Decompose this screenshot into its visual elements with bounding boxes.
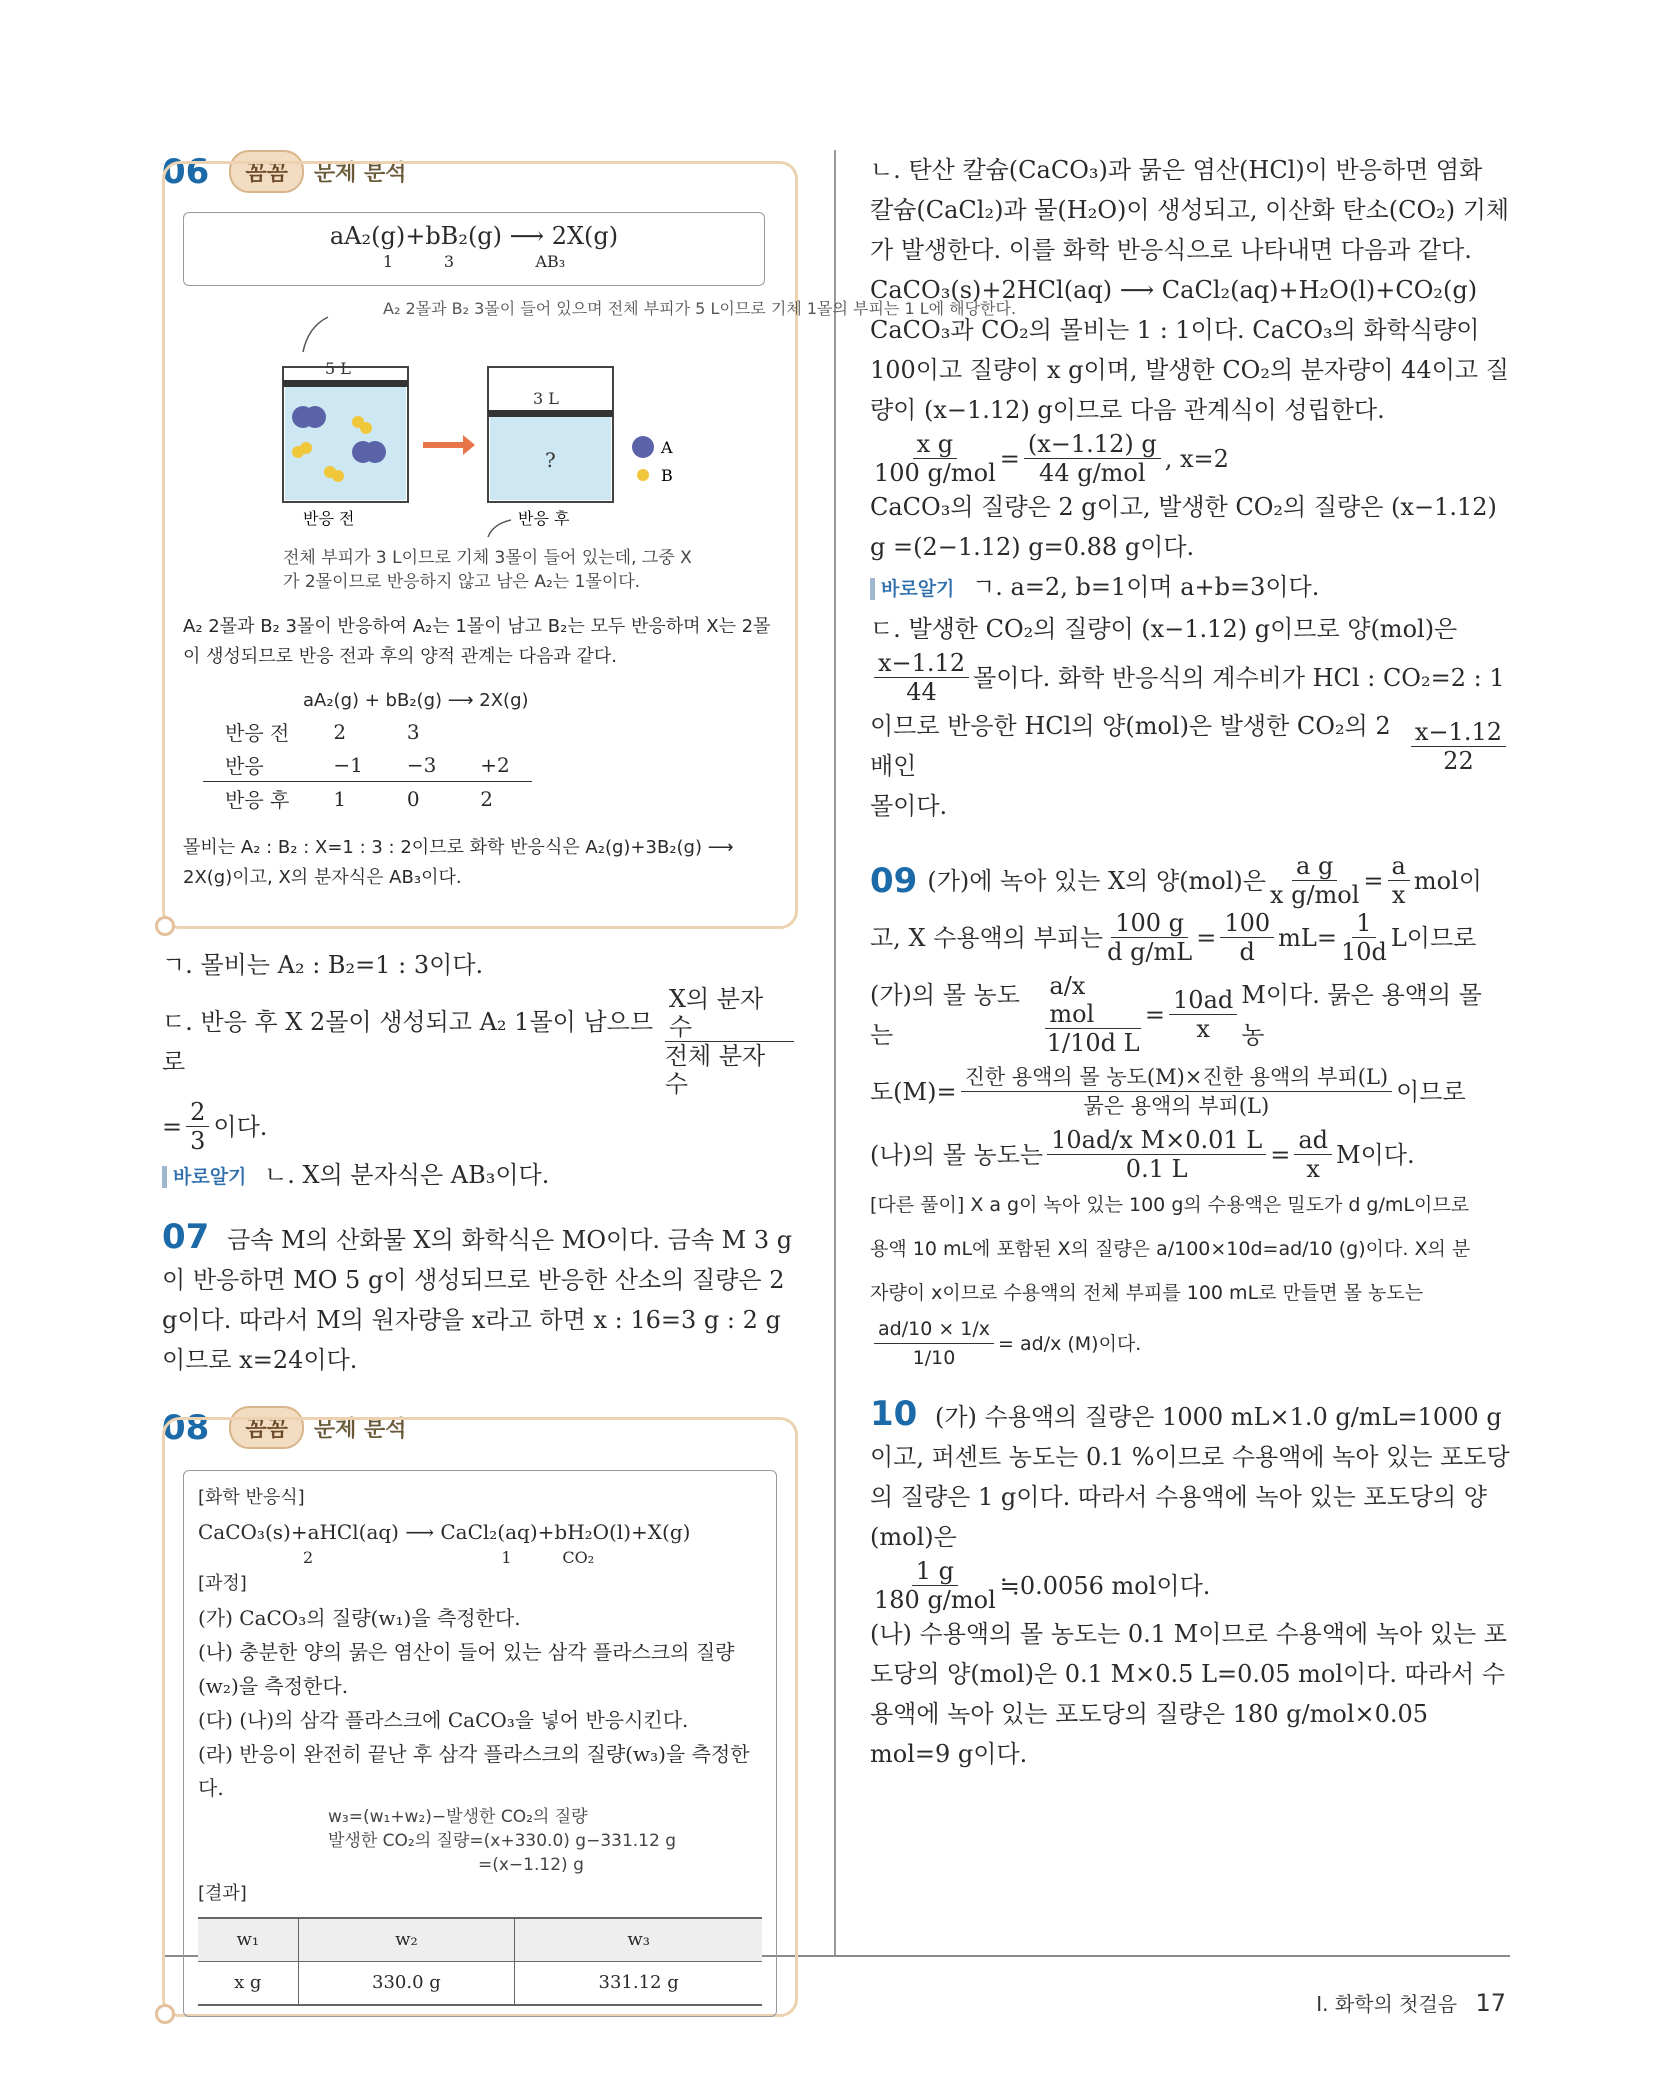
- q08-correction-2c: [870, 706, 1510, 786]
- label-after: 반응 후: [518, 509, 570, 528]
- cell: −1: [333, 752, 363, 777]
- fraction-numerator: a g: [1292, 852, 1337, 881]
- fraction: [1294, 1126, 1332, 1183]
- q09-text: (가)의 몰 농도는: [870, 980, 1020, 1049]
- fraction-denominator: x: [1306, 1155, 1320, 1183]
- fraction-denominator: d: [1239, 938, 1255, 966]
- row-label: 반응: [225, 754, 264, 778]
- fraction-numerator: 1: [1352, 909, 1375, 938]
- q09-text: = ad/x (M)이다.: [998, 1332, 1142, 1355]
- q07-section: [162, 1217, 798, 1380]
- fraction: [1411, 718, 1506, 775]
- right-column: [870, 150, 1510, 1774]
- fraction: [874, 1315, 994, 1372]
- q06-explain2: 몰비는 A₂ : B₂ : X=1 : 3 : 2이므로 화학 반응식은 A₂(g)+3B₂(g) ⟶ 2X(g)이고, X의 분자식은 AB₃이다.: [183, 837, 734, 888]
- q08-section: [162, 1406, 798, 2017]
- table-row: [198, 1962, 762, 2006]
- row-label: 반응 후: [225, 788, 290, 812]
- q08-correction-1: [870, 567, 1510, 609]
- q06-number: 06: [162, 151, 210, 192]
- legend-a-label: A: [661, 438, 673, 457]
- q08-number: 08: [162, 1407, 210, 1448]
- table-row: [203, 782, 532, 816]
- fraction-denominator: 0.1 L: [1125, 1155, 1188, 1183]
- column-header: w₁: [198, 1918, 298, 1962]
- b2-molecule: [360, 422, 372, 434]
- q06-d-result-fraction: [186, 1098, 209, 1155]
- q08-correction-end: 몰이다.: [870, 792, 948, 820]
- q09-text: L이므로: [1390, 923, 1477, 952]
- legend-b-icon: [637, 469, 649, 481]
- q08-step: (다) (나)의 삼각 플라스크에 CaCO₃을 넣어 반응시킨다.: [198, 1708, 689, 1732]
- cell: x g: [234, 1972, 262, 1993]
- q08-section-label: [과정]: [198, 1573, 247, 1594]
- page-number: 17: [1475, 1989, 1506, 2017]
- fraction: [961, 1063, 1392, 1120]
- fraction-denominator: 전체 분자 수: [664, 1042, 766, 1098]
- fraction-numerator: 2: [186, 1098, 209, 1127]
- q08-section-label: [화학 반응식]: [198, 1487, 305, 1508]
- fraction: [1045, 972, 1141, 1057]
- fraction-denominator: 3: [190, 1127, 206, 1155]
- q07-paragraph: [162, 1217, 798, 1380]
- q10-section: [870, 1394, 1510, 1774]
- q06-equation: aA₂(g)+bB₂(g) ⟶ 2X(g): [329, 222, 619, 250]
- cell: −3: [406, 752, 437, 777]
- label-before: 반응 전: [303, 509, 355, 528]
- fraction: [1270, 852, 1360, 909]
- q09-number: 09: [870, 860, 918, 901]
- fraction-numerator: 1 g: [912, 1557, 958, 1586]
- fraction-denominator: 44: [906, 678, 937, 706]
- equals-sign: =: [162, 1112, 183, 1141]
- q06-title: 문제 분석: [313, 161, 407, 186]
- a2-molecule: [304, 406, 326, 428]
- fraction-denominator: x g/mol: [1269, 881, 1360, 909]
- q09-alt-2: 용액 10 mL에 포함된 X의 질량은 a/100×10d=ad/10 (g)이다. X의 분: [870, 1238, 1471, 1260]
- fraction-numerator: ad/10 × 1/x: [874, 1315, 994, 1344]
- cell: 3: [406, 719, 420, 744]
- correction-text: ㄴ. X의 분자식은 AB₃이다.: [264, 1161, 550, 1189]
- fraction-numerator: 100 g: [1111, 909, 1188, 938]
- b2-molecule: [300, 442, 312, 454]
- fraction-denominator: 10d: [1340, 938, 1387, 966]
- q08-balanced-equation: CaCO₃(s)+2HCl(aq) ⟶ CaCl₂(aq)+H₂O(l)+CO₂(g): [870, 276, 1478, 304]
- after-piston: [488, 410, 613, 417]
- cell: 1: [333, 786, 347, 811]
- cell: [458, 715, 531, 748]
- q07-text: 금속 M의 산화물 X의 화학식은 MO이다. 금속 M 3 g이 반응하면 MO 5 g이 생성되므로 반응한 산소의 질량은 2 g이다. 따라서 M의 원자량을 x라고 하면 x : 16=3 g : 2 g이므로 x=24이다.: [162, 1226, 793, 1374]
- q09-line-3: [870, 972, 1510, 1057]
- fraction-numerator: a: [1388, 852, 1410, 881]
- fraction-denominator: 100 g/mol: [874, 459, 996, 487]
- q08-section-label: [결과]: [198, 1883, 247, 1904]
- q06-note-bottom-arrow: [488, 520, 511, 537]
- q08-explain-3: CaCO₃의 질량은 2 g이고, 발생한 CO₂의 질량은 (x−1.12) g =(2−1.12) g=0.88 g이다.: [870, 493, 1497, 561]
- q06-statement-d: [162, 985, 798, 1098]
- cell: 2: [333, 719, 347, 744]
- equals-sign: =: [1196, 923, 1217, 952]
- q06-note-arrow: [303, 317, 328, 352]
- q08-note: =(x−1.12) g: [478, 1855, 584, 1875]
- q06-badge: 꼼꼼: [229, 150, 304, 193]
- cell: 2: [480, 786, 494, 811]
- correction-text: ㄱ. a=2, b=1이며 a+b=3이다.: [972, 573, 1320, 601]
- fraction-numerator: ad: [1294, 1126, 1332, 1155]
- fraction-numerator: 100: [1220, 909, 1274, 938]
- q08-equation: CaCO₃(s)+aHCl(aq) ⟶ CaCl₂(aq)+bH₂O(l)+X(g): [198, 1520, 691, 1544]
- q08-step: (나) 충분한 양의 묽은 염산이 들어 있는 삼각 플라스크의 질량(w₂)을 측정한다.: [198, 1640, 735, 1698]
- q09-text: 고, X 수용액의 부피는: [870, 923, 1104, 952]
- q08-equation-under: 2 1 CO₂: [303, 1548, 595, 1567]
- q09-text: M이다. 묽은 용액의 몰 농: [1241, 980, 1482, 1049]
- q08-step: (가) CaCO₃의 질량(w₁)을 측정한다.: [198, 1606, 521, 1630]
- q06-d-prefix: ㄷ. 반응 후 X 2몰이 생성되고 A₂ 1몰이 남으므로: [162, 1007, 653, 1076]
- q06-table-equation: aA₂(g) + bB₂(g) ⟶ 2X(g): [303, 690, 529, 711]
- q08-correction-2: ㄷ. 발생한 CO₂의 질량이 (x−1.12) g이므로 양(mol)은: [870, 615, 1458, 643]
- fraction-numerator: X의 분자 수: [665, 985, 794, 1042]
- fraction-numerator: 진한 용액의 몰 농도(M)×진한 용액의 부피(L): [961, 1063, 1392, 1092]
- cell: 0: [406, 786, 420, 811]
- q09-line-1: [870, 852, 1510, 909]
- sentence-end: 이다.: [213, 1112, 268, 1141]
- q09-line-4: [870, 1063, 1510, 1120]
- q09-line-2: [870, 909, 1510, 966]
- fraction-numerator: 10ad: [1169, 986, 1237, 1015]
- fraction-denominator: 44 g/mol: [1039, 459, 1146, 487]
- fraction: [1024, 430, 1161, 487]
- column-header: w₂: [298, 1918, 515, 1962]
- relation-result: , x=2: [1164, 444, 1229, 473]
- q09-text: 도(M)=: [870, 1077, 957, 1106]
- after-question-mark: ?: [545, 448, 556, 472]
- q08-explain-2: CaCO₃과 CO₂의 몰비는 1 : 1이다. CaCO₃의 화학식량이 100이고 질량이 x g이며, 발생한 CO₂의 분자량이 44이고 질량이 (x−1.12) g이므로 다음 관계식이 성립한다.: [870, 316, 1509, 424]
- b2-molecule: [332, 470, 344, 482]
- q10-fraction-line: [870, 1557, 1510, 1614]
- q08-badge: 꼼꼼: [229, 1406, 304, 1449]
- table-row: [203, 748, 532, 782]
- legend-b-label: B: [661, 466, 673, 485]
- q06-statement-g: ㄱ. 몰비는 A₂ : B₂=1 : 3이다.: [162, 951, 484, 979]
- q10-text: ≒0.0056 mol이다.: [999, 1571, 1211, 1600]
- column-divider: [834, 150, 836, 1955]
- q08-result-table: [198, 1917, 762, 2006]
- equals-sign: =: [1270, 1140, 1291, 1169]
- q06-correction: [162, 1155, 798, 1197]
- fraction-denominator: 1/10d L: [1046, 1029, 1140, 1057]
- q09-alt-1: [다른 풀이] X a g이 녹아 있는 100 g의 수용액은 밀도가 d g/mL이므로: [870, 1194, 1470, 1216]
- row-label: 반응 전: [225, 721, 290, 745]
- q06-d-fraction: [665, 985, 794, 1098]
- fraction-denominator: d g/mL: [1107, 938, 1193, 966]
- after-volume-label: 3 L: [533, 389, 559, 408]
- q09-text: (나)의 몰 농도는: [870, 1140, 1044, 1169]
- fraction: [1388, 852, 1410, 909]
- fraction-numerator: a/x mol: [1045, 972, 1141, 1029]
- q06-statement-d-result: [162, 1098, 798, 1155]
- table-row: [203, 715, 532, 748]
- q06-equation-box: [183, 212, 765, 286]
- q06-explain1: A₂ 2몰과 B₂ 3몰이 반응하여 A₂는 1몰이 남고 B₂는 모두 반응하며 X는 2몰이 생성되므로 반응 전과 후의 양적 관계는 다음과 같다.: [183, 616, 771, 667]
- fraction-numerator: x−1.12: [1411, 718, 1506, 747]
- equals-sign: =: [999, 444, 1020, 473]
- cell: 330.0 g: [298, 1962, 515, 2006]
- q08-explain-1: ㄴ. 탄산 칼슘(CaCO₃)과 묽은 염산(HCl)이 반응하면 염화 칼슘(CaCl₂)과 물(H₂O)이 생성되고, 이산화 탄소(CO₂) 기체가 발생한다. 이를 화학 반응식으로 나타내면 다음과 같다.: [870, 156, 1510, 264]
- q06-note-top: A₂ 2몰과 B₂ 3몰이 들어 있으며 전체 부피가 5 L이므로 기체 1몰의 부피는 1 L에 해당한다.: [383, 299, 1017, 318]
- fraction: [1047, 1126, 1266, 1183]
- equals-sign: =: [1363, 866, 1384, 895]
- before-piston: [283, 380, 408, 387]
- cell: +2: [480, 752, 510, 777]
- fraction-numerator: 10ad/x M×0.01 L: [1047, 1126, 1266, 1155]
- column-header: w₃: [515, 1918, 762, 1962]
- fraction-numerator: x−1.12: [874, 649, 969, 678]
- fraction-denominator: 1/10: [912, 1347, 956, 1369]
- q09-text: mol이: [1413, 866, 1482, 895]
- q10-number: 10: [870, 1394, 918, 1434]
- fraction-numerator: (x−1.12) g: [1024, 430, 1161, 459]
- before-volume-label: 5 L: [325, 359, 351, 378]
- q09-section: [870, 852, 1510, 1372]
- q08-note: 발생한 CO₂의 질량=(x+330.0) g−331.12 g: [328, 1831, 677, 1851]
- fraction: [874, 1557, 996, 1614]
- q08-step: (라) 반응이 완전히 끝난 후 삼각 플라스크의 질량(w₃)을 측정한다.: [198, 1742, 750, 1800]
- q08-note: w₃=(w₁+w₂)−발생한 CO₂의 질량: [328, 1807, 588, 1827]
- q08-title: 문제 분석: [313, 1417, 407, 1442]
- fraction: [1107, 909, 1192, 966]
- q06-note-bottom: 전체 부피가 3 L이므로 기체 3몰이 들어 있는데, 그중 X가 2몰이므로 반응하지 않고 남은 A₂는 1몰이다.: [283, 548, 692, 592]
- q09-text: M이다.: [1336, 1140, 1415, 1169]
- q10-paragraph-1: [870, 1394, 1510, 1557]
- correction-text: 몰이다. 화학 반응식의 계수비가 HCl : CO₂=2 : 1: [973, 663, 1505, 692]
- correction-badge: 바로알기: [162, 1166, 246, 1188]
- fraction-denominator: x: [1391, 881, 1406, 909]
- a2-molecule: [364, 441, 386, 463]
- q08-analysis-box: [162, 1417, 798, 2017]
- fraction: [1341, 909, 1387, 966]
- fraction: [1220, 909, 1274, 966]
- equals-sign: =: [1144, 1000, 1166, 1029]
- cell: 331.12 g: [515, 1962, 762, 2006]
- fraction: [1169, 986, 1237, 1043]
- fraction: [874, 649, 969, 706]
- fraction-denominator: 묽은 용액의 부피(L): [1083, 1094, 1270, 1118]
- q08-relation: [870, 430, 1510, 487]
- fraction-denominator: 180 g/mol: [874, 1586, 996, 1614]
- fraction: [874, 430, 996, 487]
- q09-text: 이므로: [1396, 1077, 1466, 1106]
- reaction-arrow-icon: [423, 435, 475, 455]
- q09-alt-3: 자량이 x이므로 수용액의 전체 부피를 100 mL로 만들면 몰 농도는: [870, 1282, 1424, 1304]
- q08-correction-2b: [870, 649, 1510, 706]
- q09-alt-4: [870, 1315, 1510, 1372]
- table-header-row: [198, 1918, 762, 1962]
- q09-line-5: [870, 1126, 1510, 1183]
- q10-text: (가) 수용액의 질량은 1000 mL×1.0 g/mL=1000 g이고, 퍼센트 농도는 0.1 %이므로 수용액에 녹아 있는 포도당의 질량은 1 g이다. 따라서 수용액에 녹아 있는 포도당의 양(mol)은: [870, 1403, 1510, 1551]
- q07-number: 07: [162, 1217, 210, 1257]
- q06-quantity-table: [203, 715, 532, 815]
- q09-text: (가)에 녹아 있는 X의 양(mol)은: [927, 866, 1266, 895]
- q10-paragraph-2: (나) 수용액의 몰 농도는 0.1 M이므로 수용액에 녹아 있는 포도당의 양(mol)은 0.1 M×0.5 L=0.05 mol이다. 따라서 수용액에 녹아 있는 포도당의 질량은 180 g/mol×0.05 mol=9 g이다.: [870, 1620, 1507, 1768]
- correction-text: 이므로 반응한 HCl의 양(mol)은 발생한 CO₂의 2배인: [870, 712, 1391, 780]
- footer-section: I. 화학의 첫걸음: [1316, 1992, 1458, 2016]
- q06-equation-under: 1 3 AB₃: [382, 252, 566, 271]
- fraction-numerator: x g: [913, 430, 958, 459]
- q09-text: mL=: [1278, 923, 1337, 952]
- page-footer: [1316, 1988, 1506, 2017]
- q08-inner-box: [183, 1470, 777, 2017]
- fraction-denominator: 22: [1443, 746, 1474, 775]
- fraction-denominator: x: [1196, 1015, 1210, 1043]
- correction-badge: 바로알기: [870, 578, 954, 600]
- legend-a-icon: [632, 436, 654, 458]
